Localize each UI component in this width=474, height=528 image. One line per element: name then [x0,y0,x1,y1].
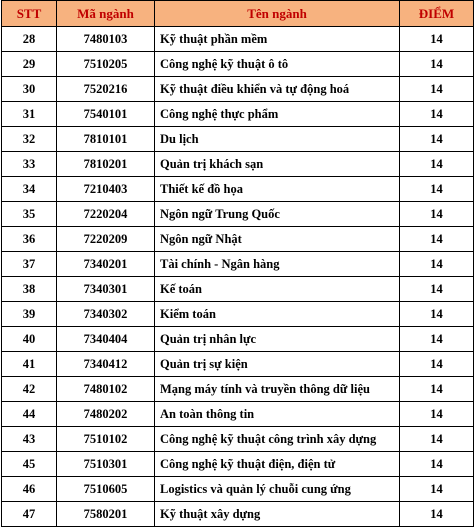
major-code-cell: 7480103 [57,27,155,52]
stt-cell: 47 [2,502,57,527]
major-code-cell: 7510205 [57,52,155,77]
table-row [2,302,474,327]
score-cell: 14 [400,477,474,502]
major-code-cell: 7340201 [57,252,155,277]
table-body [2,27,474,527]
table-row [2,177,474,202]
score-cell: 14 [400,402,474,427]
table-row [2,502,474,527]
score-cell: 14 [400,27,474,52]
stt-cell: 30 [2,77,57,102]
major-code-cell: 7340301 [57,277,155,302]
score-cell: 14 [400,52,474,77]
table-row [2,77,474,102]
table-row [2,477,474,502]
stt-cell: 45 [2,452,57,477]
stt-cell: 31 [2,102,57,127]
table-row [2,402,474,427]
major-code-cell: 7480102 [57,377,155,402]
table-row [2,327,474,352]
major-code-cell: 7340302 [57,302,155,327]
score-cell: 14 [400,302,474,327]
table-row [2,202,474,227]
major-code-cell: 7510605 [57,477,155,502]
header-row [2,1,474,27]
major-name-cell: Logistics và quản lý chuỗi cung ứng [155,477,400,502]
major-code-cell: 7340412 [57,352,155,377]
major-name-cell: Mạng máy tính và truyền thông dữ liệu [155,377,400,402]
major-name-cell: Kiểm toán [155,302,400,327]
major-name-cell: Quản trị nhân lực [155,327,400,352]
table-row [2,227,474,252]
table-row [2,452,474,477]
table-row [2,427,474,452]
major-name-cell: An toàn thông tin [155,402,400,427]
stt-cell: 40 [2,327,57,352]
table-row [2,152,474,177]
major-name-cell: Kỹ thuật xây dựng [155,502,400,527]
score-cell: 14 [400,102,474,127]
major-name-cell: Công nghệ thực phẩm [155,102,400,127]
stt-cell: 32 [2,127,57,152]
score-cell: 14 [400,227,474,252]
major-code-cell: 7210403 [57,177,155,202]
stt-cell: 34 [2,177,57,202]
score-cell: 14 [400,427,474,452]
major-name-cell: Công nghệ kỹ thuật điện, điện tử [155,452,400,477]
major-name-cell: Ngôn ngữ Nhật [155,227,400,252]
stt-cell: 39 [2,302,57,327]
major-name-cell: Tài chính - Ngân hàng [155,252,400,277]
major-name-cell: Quản trị khách sạn [155,152,400,177]
table-row [2,127,474,152]
stt-cell: 38 [2,277,57,302]
stt-cell: 36 [2,227,57,252]
stt-cell: 43 [2,427,57,452]
major-code-cell: 7510301 [57,452,155,477]
score-cell: 14 [400,452,474,477]
stt-cell: 41 [2,352,57,377]
stt-cell: 35 [2,202,57,227]
table-row [2,352,474,377]
score-cell: 14 [400,177,474,202]
score-cell: 14 [400,327,474,352]
score-cell: 14 [400,352,474,377]
stt-cell: 42 [2,377,57,402]
major-code-cell: 7480202 [57,402,155,427]
score-cell: 14 [400,202,474,227]
score-cell: 14 [400,277,474,302]
majors-score-table [1,0,474,527]
major-code-cell: 7220209 [57,227,155,252]
table-row [2,377,474,402]
stt-cell: 33 [2,152,57,177]
major-name-cell: Thiết kế đồ họa [155,177,400,202]
score-cell: 14 [400,377,474,402]
table-header [2,1,474,27]
stt-cell: 46 [2,477,57,502]
major-name-cell: Quản trị sự kiện [155,352,400,377]
score-cell: 14 [400,152,474,177]
header-major-name: Tên ngành [155,1,400,27]
table-row [2,52,474,77]
major-name-cell: Kế toán [155,277,400,302]
score-cell: 14 [400,77,474,102]
table-row [2,277,474,302]
major-code-cell: 7810101 [57,127,155,152]
major-name-cell: Ngôn ngữ Trung Quốc [155,202,400,227]
major-name-cell: Kỹ thuật điều khiển và tự động hoá [155,77,400,102]
major-code-cell: 7510102 [57,427,155,452]
major-code-cell: 7540101 [57,102,155,127]
major-code-cell: 7810201 [57,152,155,177]
major-code-cell: 7220204 [57,202,155,227]
major-name-cell: Du lịch [155,127,400,152]
major-code-cell: 7520216 [57,77,155,102]
major-name-cell: Kỹ thuật phần mềm [155,27,400,52]
major-code-cell: 7340404 [57,327,155,352]
major-code-cell: 7580201 [57,502,155,527]
table-row [2,27,474,52]
stt-cell: 28 [2,27,57,52]
table-row [2,252,474,277]
header-stt: STT [2,1,57,27]
score-cell: 14 [400,502,474,527]
major-name-cell: Công nghệ kỹ thuật công trình xây dựng [155,427,400,452]
stt-cell: 44 [2,402,57,427]
score-cell: 14 [400,127,474,152]
stt-cell: 29 [2,52,57,77]
header-score: ĐIỂM [400,1,474,27]
major-name-cell: Công nghệ kỹ thuật ô tô [155,52,400,77]
score-cell: 14 [400,252,474,277]
header-major-code: Mã ngành [57,1,155,27]
stt-cell: 37 [2,252,57,277]
table-row [2,102,474,127]
